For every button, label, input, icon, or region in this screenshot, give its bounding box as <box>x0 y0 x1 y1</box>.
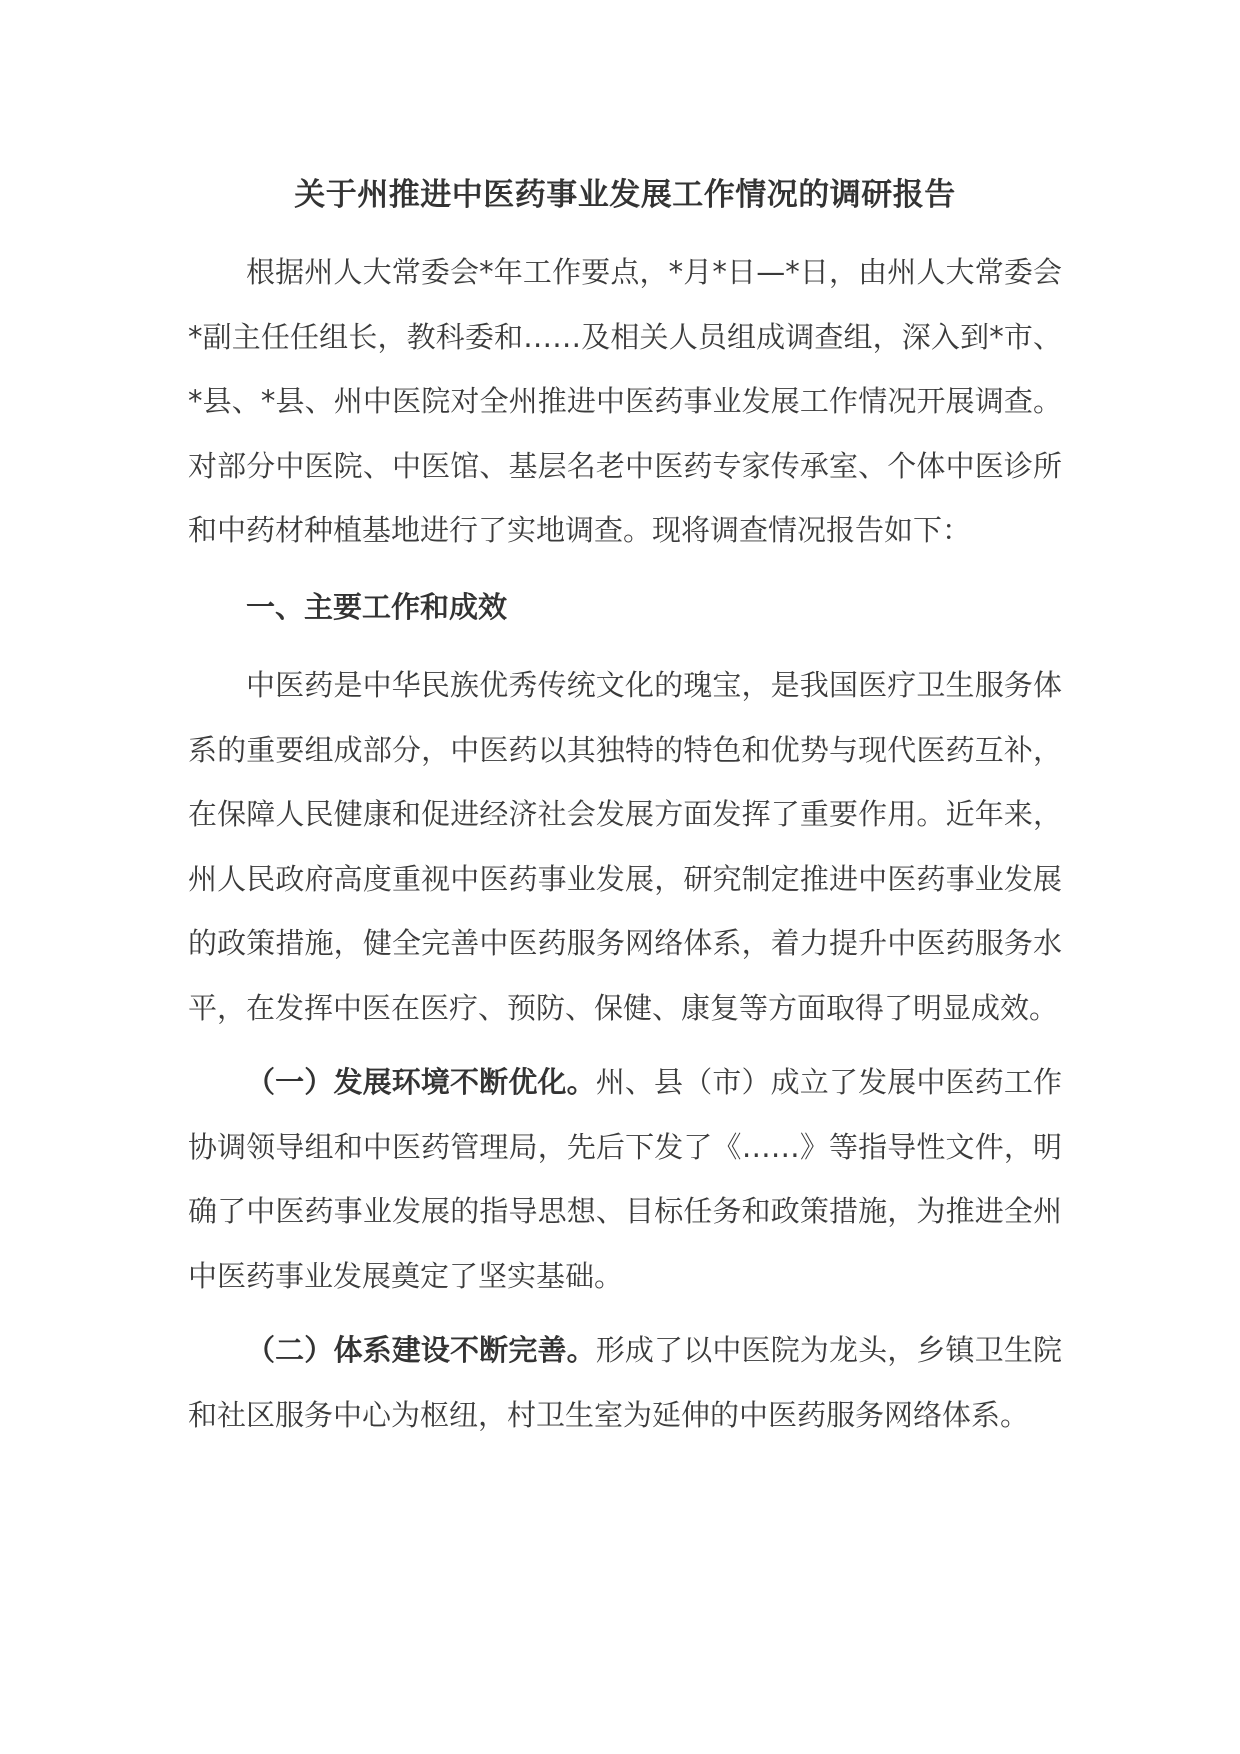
subsection-paragraph <box>188 1318 1062 1447</box>
intro-paragraph: 根据州人大常委会*年工作要点，*月*日—*日，由州人大常委会*副主任任组长，教科委和……及相关人员组成调查组，深入到*市、*县、*县、州中医院对全州推进中医药事业发展工作情况开展调查。对部分中医院、中医馆、基层名老中医药专家传承室、个体中医诊所和中药材种植基地进行了实地调查。现将调查情况报告如下： <box>188 255 1062 547</box>
document-title: 关于州推进中医药事业发展工作情况的调研报告 <box>294 177 956 213</box>
subsection-paragraph <box>188 1050 1062 1308</box>
subsection-text: 州、县（市）成立了发展中医药工作协调领导组和中医药管理局，先后下发了《……》等指导性文件，明确了中医药事业发展的指导思想、目标任务和政策措施，为推进全州中医药事业发展奠定了坚实基础。 <box>188 1065 1062 1293</box>
subsection-label: （一）发展环境不断优化。 <box>246 1065 596 1099</box>
section-heading: 一、主要工作和成效 <box>246 589 508 624</box>
subsection-label: （二）体系建设不断完善。 <box>246 1333 596 1367</box>
section-body-paragraph: 中医药是中华民族优秀传统文化的瑰宝，是我国医疗卫生服务体系的重要组成部分，中医药以其独特的特色和优势与现代医药互补，在保障人民健康和促进经济社会发展方面发挥了重要作用。近年来，州人民政府高度重视中医药事业发展，研究制定推进中医药事业发展的政策措施，健全完善中医药服务网络体系，着力提升中医药服务水平，在发挥中医在医疗、预防、保健、康复等方面取得了明显成效。 <box>188 668 1062 1025</box>
subsection-text: 形成了以中医院为龙头，乡镇卫生院和社区服务中心为枢纽，村卫生室为延伸的中医药服务网络体系。 <box>188 1333 1062 1432</box>
